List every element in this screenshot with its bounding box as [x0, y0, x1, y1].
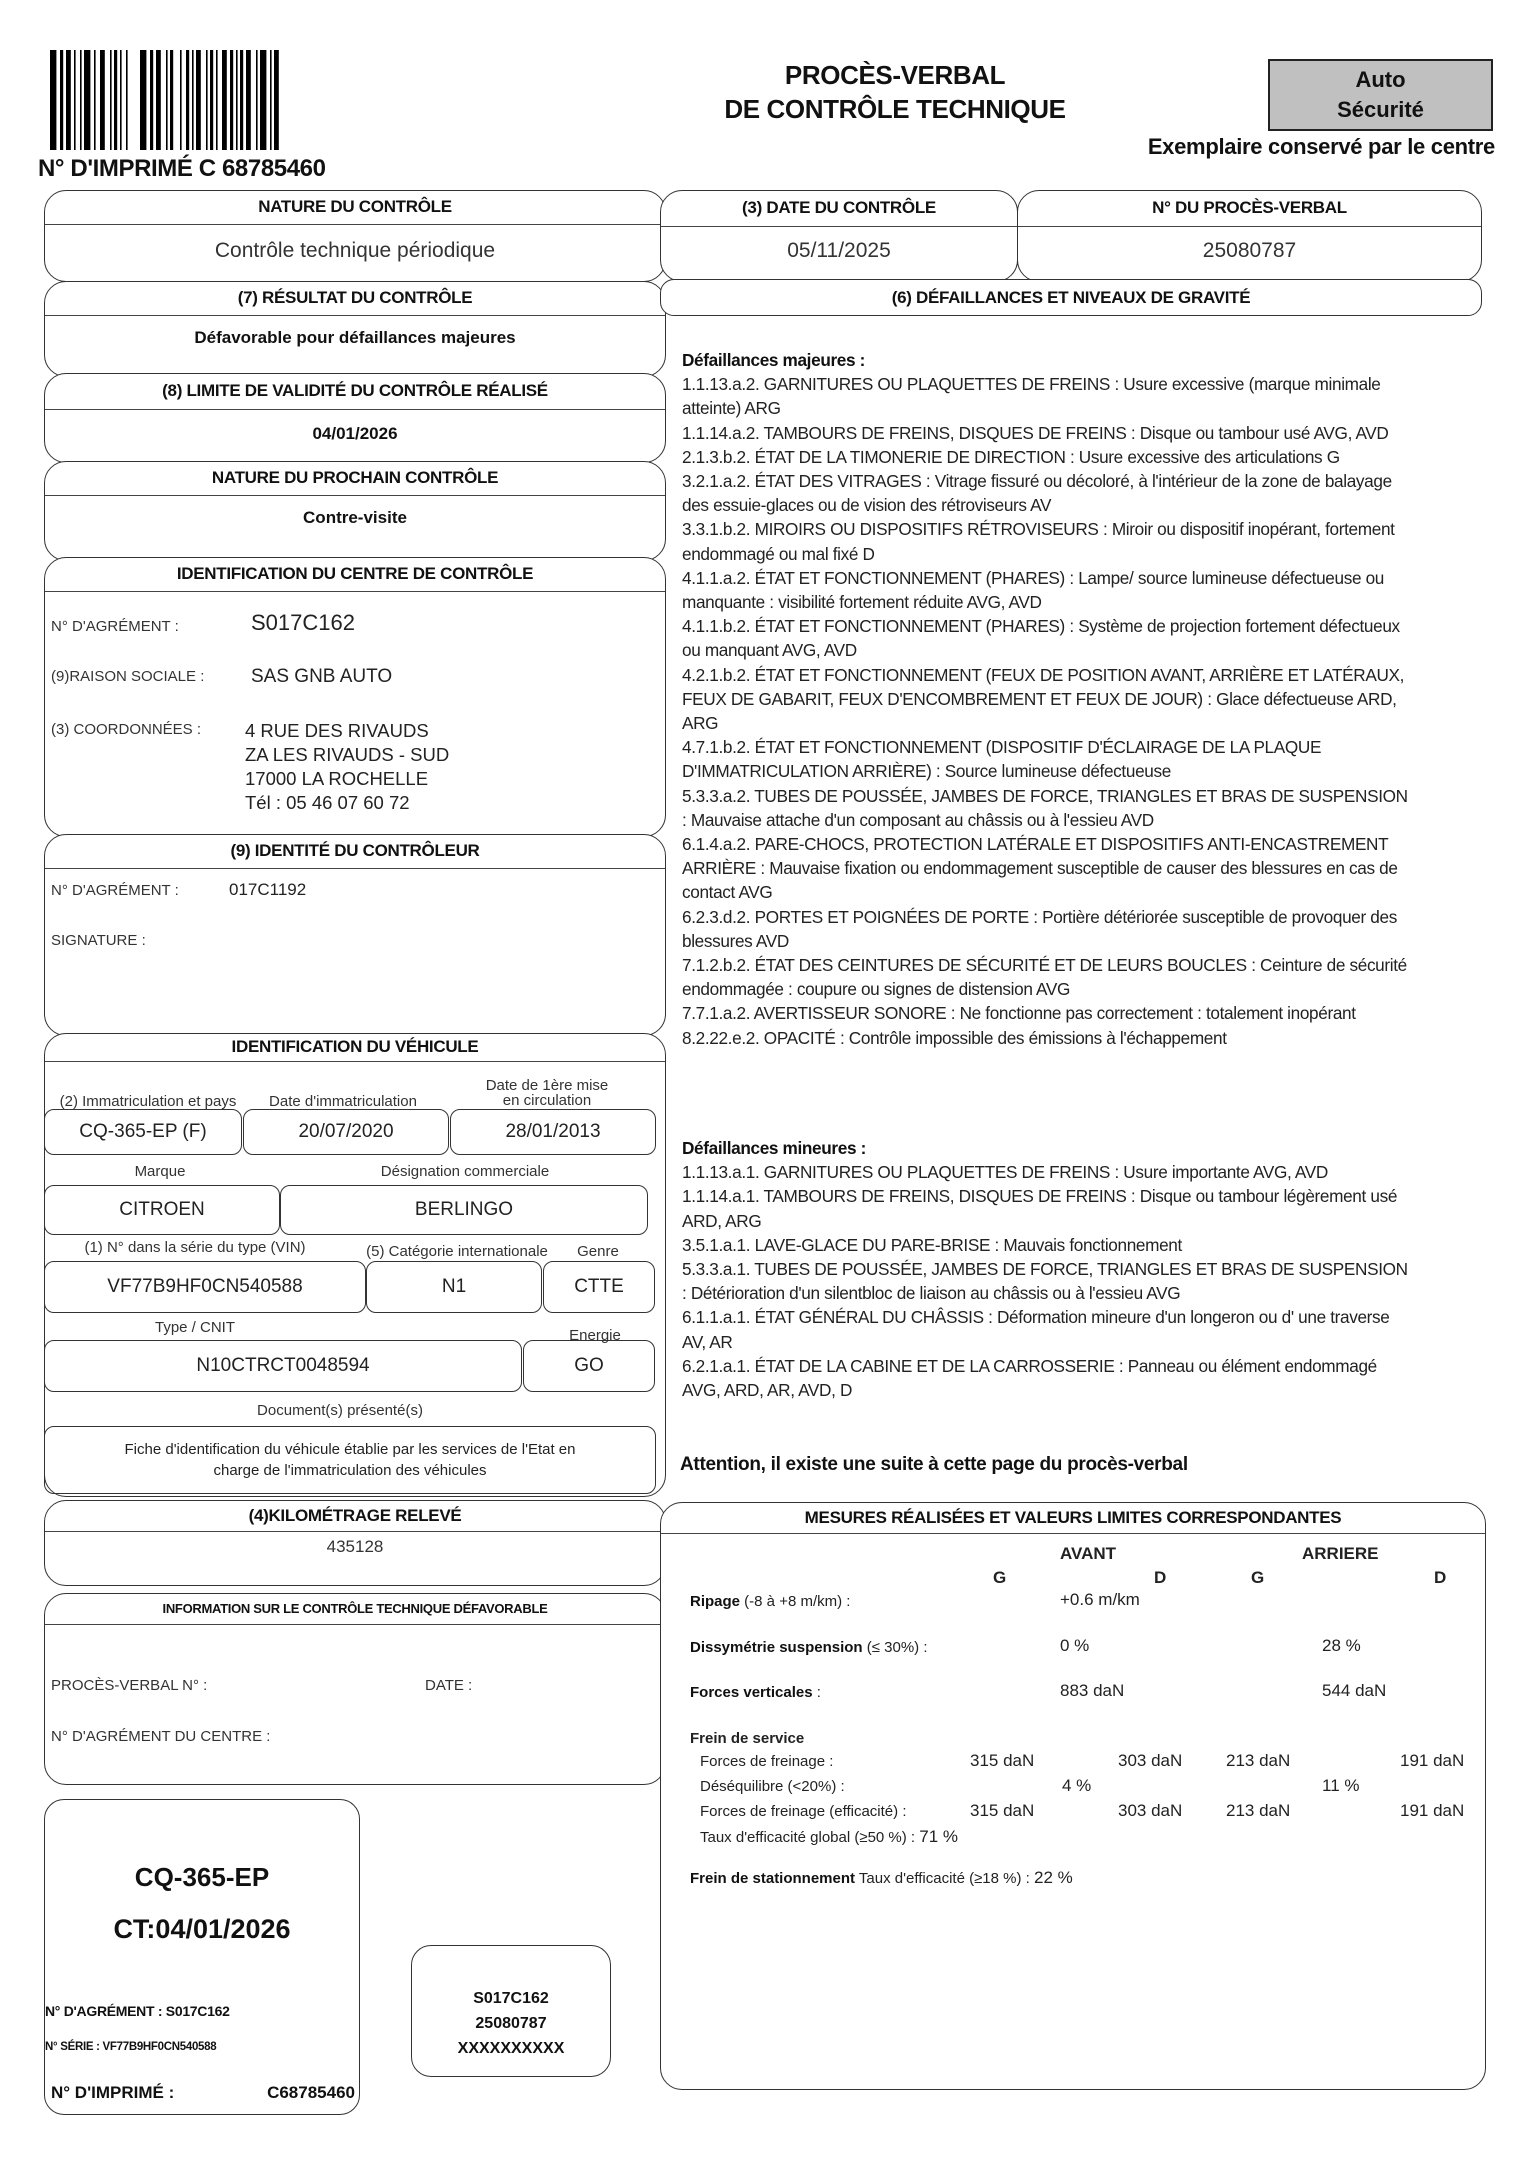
- dissymetrie-limit: (≤ 30%) :: [862, 1639, 928, 1656]
- info-pv-label: PROCÈS-VERBAL N° :: [51, 1677, 208, 1694]
- barcode-bar: [84, 50, 90, 150]
- barcode-bar: [180, 50, 182, 150]
- barcode-bar: [240, 50, 243, 150]
- imprime-number: N° D'IMPRIMÉ C 68785460: [38, 155, 326, 182]
- defect-item: 7.7.1.a.2. AVERTISSEUR SONORE : Ne fonctionne pas correctement : totalement inopérant: [682, 1003, 1356, 1024]
- vehicule-title: IDENTIFICATION DU VÉHICULE: [45, 1034, 665, 1062]
- immat-label: (2) Immatriculation et pays: [59, 1093, 237, 1110]
- forces-freinage-ard: 191 daN: [1400, 1751, 1465, 1770]
- defaillances-mineures-list: [682, 1136, 1412, 1402]
- forces-efficacite-label: Forces de freinage (efficacité) :: [700, 1803, 907, 1820]
- barcode-bar: [166, 50, 168, 150]
- frein-stationnement-value: 22 %: [1034, 1868, 1073, 1887]
- designation-label: Désignation commerciale: [380, 1163, 550, 1180]
- stamp-line-1: S017C162: [473, 1990, 549, 2007]
- genre-label: Genre: [577, 1243, 619, 1260]
- vignette-ct-date: CT:04/01/2026: [113, 1914, 291, 1944]
- ripage-label: [690, 1593, 850, 1610]
- validite-box: [44, 373, 666, 463]
- date-controle-value: 05/11/2025: [787, 239, 891, 262]
- barcode-bar: [210, 50, 213, 150]
- defect-item: 4.2.1.b.2. ÉTAT ET FONCTIONNEMENT (FEUX DE POSITION AVANT, ARRIÈRE ET LATÉRAUX, FEUX DE GABARIT, FEUX D'ENCOMBREMENT ET FEUX DE JOUR) : Glace défectueuse ARD, ARG: [682, 664, 1405, 734]
- barcode-bar: [66, 50, 71, 150]
- defect-item: 6.1.1.a.1. ÉTAT GÉNÉRAL DU CHÂSSIS : Déformation mineure d'un longeron ou d' une traverse AV, AR: [682, 1307, 1390, 1352]
- avant-g-header: G: [993, 1568, 1007, 1587]
- auto-securite-badge: [1268, 59, 1493, 131]
- arriere-d-header: D: [1434, 1568, 1447, 1587]
- barcode-bar: [256, 50, 258, 150]
- dissymetrie-avant: 0 %: [1060, 1636, 1090, 1655]
- barcode-bar: [74, 50, 76, 150]
- first-circulation-label-2: en circulation: [502, 1092, 592, 1109]
- date-controle-box: [660, 190, 1018, 282]
- barcode-bar: [236, 50, 238, 150]
- documents-value: [44, 1426, 656, 1494]
- defect-item: 8.2.22.e.2. OPACITÉ : Contrôle impossible des émissions à l'échappement: [682, 1027, 1227, 1048]
- defect-item: 1.1.14.a.1. TAMBOURS DE FREINS, DISQUES DE FREINS : Disque ou tambour légèrement usé ARD, ARG: [682, 1186, 1398, 1231]
- centre-controle-title: IDENTIFICATION DU CENTRE DE CONTRÔLE: [45, 558, 665, 592]
- resultat-box: [44, 281, 666, 377]
- barcode-bar: [216, 50, 218, 150]
- frein-stationnement-label: Frein de stationnement: [690, 1870, 856, 1887]
- forces-efficacite-ard: 191 daN: [1400, 1801, 1465, 1820]
- vin-value: VF77B9HF0CN540588: [44, 1261, 366, 1313]
- defect-item: 5.3.3.a.2. TUBES DE POUSSÉE, JAMBES DE FORCE, TRIANGLES ET BRAS DE SUSPENSION : Mauvaise attache d'un composant au châssis ou à l'essieu AVD: [682, 785, 1408, 830]
- desequilibre-arriere: 11 %: [1322, 1776, 1360, 1795]
- defect-item: 1.1.13.a.1. GARNITURES OU PLAQUETTES DE FREINS : Usure importante AVG, AVD: [682, 1162, 1328, 1183]
- copy-note: Exemplaire conservé par le centre: [1147, 134, 1495, 159]
- taux-global-label: Taux d'efficacité global (≥50 %) :: [700, 1829, 920, 1846]
- defect-item: 2.1.3.b.2. ÉTAT DE LA TIMONERIE DE DIRECTION : Usure excessive des articulations G: [682, 446, 1340, 467]
- prochain-controle-box: [44, 461, 666, 561]
- badge-line-1: Auto: [1355, 67, 1406, 92]
- majeures-heading: Défaillances majeures :: [682, 350, 866, 370]
- forces-verticales-arriere: 544 daN: [1322, 1681, 1387, 1700]
- address-phone: Tél : 05 46 07 60 72: [245, 792, 410, 813]
- defect-item: 7.1.2.b.2. ÉTAT DES CEINTURES DE SÉCURITÉ ET DE LEURS BOUCLES : Ceinture de sécurité endommagée : coupure ou signes de distension AVG: [682, 955, 1407, 1000]
- avant-header: AVANT: [1060, 1544, 1117, 1563]
- forces-verticales-avant: 883 daN: [1060, 1681, 1125, 1700]
- cnit-value: N10CTRCT0048594: [44, 1340, 522, 1392]
- forces-efficacite-avg: 315 daN: [970, 1801, 1035, 1820]
- first-circulation-label-1: Date de 1ère mise: [485, 1077, 609, 1094]
- barcode-bar: [80, 50, 82, 150]
- document-title: [690, 58, 1100, 126]
- nature-controle-value: Contrôle technique périodique: [214, 239, 496, 262]
- forces-verticales-label: [690, 1684, 821, 1701]
- barcode-bar: [126, 50, 128, 150]
- defect-item: 3.5.1.a.1. LAVE-GLACE DU PARE-BRISE : Mauvais fonctionnement: [682, 1234, 1182, 1255]
- controleur-agrement-label: N° D'AGRÉMENT :: [51, 882, 179, 899]
- kilometrage-title: (4)KILOMÉTRAGE RELEVÉ: [45, 1501, 665, 1532]
- forces-verticales-label-text: Forces verticales: [690, 1684, 813, 1701]
- marque-value: CITROEN: [44, 1185, 280, 1235]
- stamp-line-2: 25080787: [475, 2015, 547, 2032]
- defect-item: 4.7.1.b.2. ÉTAT ET FONCTIONNEMENT (DISPOSITIF D'ÉCLAIRAGE DE LA PLAQUE D'IMMATRICULATION ARRIÈRE) : Source lumineuse défectueuse: [682, 737, 1322, 782]
- cnit-label: Type / CNIT: [154, 1319, 236, 1336]
- info-defavorable-title: INFORMATION SUR LE CONTRÔLE TECHNIQUE DÉFAVORABLE: [45, 1594, 665, 1625]
- barcode-bar: [120, 50, 122, 150]
- barcode-bar: [50, 50, 56, 150]
- vin-label: (1) N° dans la série du type (VIN): [84, 1239, 306, 1256]
- title-line-1: PROCÈS-VERBAL: [784, 60, 1006, 90]
- defect-item: 4.1.1.a.2. ÉTAT ET FONCTIONNEMENT (PHARES) : Lampe/ source lumineuse défectueuse ou manquante : visibilité fortement réduite AVG, AVD: [682, 567, 1385, 613]
- barcode-bar: [206, 50, 208, 150]
- defect-item: 3.2.1.a.2. ÉTAT DES VITRAGES : Vitrage fissuré ou décoloré, à l'intérieur de la zone de balayage des essuie-glaces ou de vision des rétroviseurs AV: [682, 471, 1392, 516]
- barcode-bar: [150, 50, 153, 150]
- designation-value: BERLINGO: [280, 1185, 648, 1235]
- barcode-bar: [100, 50, 105, 150]
- prochain-controle-title: NATURE DU PROCHAIN CONTRÔLE: [45, 462, 665, 496]
- stamp-line-3: XXXXXXXXXX: [457, 2040, 565, 2057]
- defect-item: 6.2.3.d.2. PORTES ET POIGNÉES DE PORTE : Portière détériorée susceptible de provoquer des blessures AVD: [682, 906, 1397, 951]
- controleur-agrement-value: 017C1192: [229, 880, 307, 899]
- vignette-imprime-label: N° D'IMPRIMÉ :: [51, 2083, 175, 2102]
- resultat-title: (7) RÉSULTAT DU CONTRÔLE: [45, 282, 665, 316]
- raison-sociale-value: SAS GNB AUTO: [251, 666, 393, 687]
- barcode-bar: [270, 50, 272, 150]
- avant-d-header: D: [1154, 1568, 1167, 1587]
- ripage-value: +0.6 m/km: [1060, 1590, 1140, 1609]
- barcode-bar: [274, 50, 279, 150]
- defect-item: 4.1.1.b.2. ÉTAT ET FONCTIONNEMENT (PHARES) : Système de projection fortement défectueux ou manquant AVG, AVD: [682, 616, 1400, 661]
- first-circulation-value: 28/01/2013: [450, 1109, 656, 1155]
- centre-controle-box: [44, 557, 666, 837]
- barcode-bar: [110, 50, 112, 150]
- badge-line-2: Sécurité: [1337, 97, 1424, 122]
- mineures-heading: Défaillances mineures :: [682, 1138, 866, 1158]
- barcode-bar: [140, 50, 146, 150]
- genre-value: CTTE: [543, 1261, 655, 1313]
- nature-controle-box: [44, 190, 666, 282]
- documents-value-line-2: charge de l'immatriculation des véhicules: [213, 1462, 487, 1479]
- taux-global: [700, 1827, 958, 1847]
- address-line: ZA LES RIVAUDS - SUD: [245, 744, 450, 765]
- barcode-icon: [50, 50, 360, 150]
- barcode-bar: [196, 50, 201, 150]
- defaillances-title: (6) DÉFAILLANCES ET NIVEAUX DE GRAVITÉ: [891, 288, 1251, 307]
- validite-title: (8) LIMITE DE VALIDITÉ DU CONTRÔLE RÉALISÉ: [45, 374, 665, 410]
- info-defavorable-box: [44, 1593, 666, 1785]
- first-circulation-label: [447, 1078, 647, 1108]
- date-controle-title: (3) DATE DU CONTRÔLE: [661, 191, 1017, 227]
- date-immat-label: Date d'immatriculation: [269, 1093, 417, 1110]
- barcode-bar: [94, 50, 96, 150]
- dissymetrie-arriere: 28 %: [1322, 1636, 1361, 1655]
- resultat-value: Défavorable pour défaillances majeures: [194, 328, 516, 347]
- barcode-bar: [186, 50, 189, 150]
- defect-item: 6.2.1.a.1. ÉTAT DE LA CABINE ET DE LA CARROSSERIE : Panneau ou élément endommagé AVG, ARD, AR, AVD, D: [682, 1355, 1377, 1401]
- forces-freinage-arg: 213 daN: [1226, 1751, 1291, 1770]
- categorie-value: N1: [366, 1261, 542, 1313]
- ripage-label-text: Ripage: [690, 1593, 741, 1610]
- defect-item: 1.1.14.a.2. TAMBOURS DE FREINS, DISQUES DE FREINS : Disque ou tambour usé AVG, AVD: [682, 422, 1389, 443]
- defect-item: 3.3.1.b.2. MIROIRS OU DISPOSITIFS RÉTROVISEURS : Miroir ou dispositif inopérant, fortement endommagé ou mal fixé D: [682, 519, 1395, 564]
- arriere-header: ARRIERE: [1302, 1544, 1379, 1563]
- barcode-bar: [192, 50, 194, 150]
- barcode-bar: [230, 50, 233, 150]
- stamp-box: [411, 1945, 611, 2077]
- date-immat-value: 20/07/2020: [243, 1109, 449, 1155]
- defaillances-majeures-list: [682, 348, 1412, 1050]
- energie-value: GO: [523, 1340, 655, 1392]
- barcode-bar: [170, 50, 173, 150]
- forces-efficacite-avd: 303 daN: [1118, 1801, 1183, 1820]
- forces-verticales-suffix: :: [812, 1684, 821, 1701]
- defect-item: 5.3.3.a.1. TUBES DE POUSSÉE, JAMBES DE FORCE, TRIANGLES ET BRAS DE SUSPENSION : Détérioration d'un silentbloc de liaison au châssis ou à l'essieu AVG: [682, 1259, 1408, 1304]
- vignette-serie: N° SÉRIE : VF77B9HF0CN540588: [45, 2041, 217, 2053]
- vignette-box: [44, 1799, 360, 2115]
- defect-item: 1.1.13.a.2. GARNITURES OU PLAQUETTES DE FREINS : Usure excessive (marque minimale atteinte) ARG: [682, 374, 1381, 419]
- centre-address: [245, 719, 449, 815]
- defaillances-header-box: [660, 279, 1482, 316]
- barcode-bar: [156, 50, 161, 150]
- vignette-imprime-value: C68785460: [267, 2083, 355, 2102]
- vignette-agrement: N° D'AGRÉMENT : S017C162: [45, 2003, 230, 2019]
- info-date-label: DATE :: [425, 1677, 473, 1694]
- arriere-g-header: G: [1251, 1568, 1265, 1587]
- documents-value-line-1: Fiche d'identification du véhicule établie par les services de l'Etat en: [124, 1441, 576, 1458]
- dissymetrie-label-text: Dissymétrie suspension: [690, 1639, 863, 1656]
- frein-stationnement-limit: Taux d'efficacité (≥18 %) :: [855, 1870, 1034, 1887]
- kilometrage-value: 435128: [326, 1537, 384, 1556]
- barcode-bar: [222, 50, 227, 150]
- barcode-bar: [246, 50, 251, 150]
- controleur-box: [44, 834, 666, 1036]
- title-line-2: DE CONTRÔLE TECHNIQUE: [724, 94, 1066, 124]
- taux-global-value: 71 %: [919, 1827, 959, 1846]
- pv-number-box: [1017, 190, 1482, 282]
- centre-agrement-value: S017C162: [251, 610, 355, 635]
- documents-label: Document(s) présenté(s): [257, 1402, 423, 1419]
- prochain-controle-value: Contre-visite: [303, 508, 407, 527]
- nature-controle-title: NATURE DU CONTRÔLE: [45, 191, 665, 225]
- barcode-bar: [60, 50, 63, 150]
- centre-agrement-label: N° D'AGRÉMENT :: [51, 618, 179, 635]
- controleur-title: (9) IDENTITÉ DU CONTRÔLEUR: [45, 835, 665, 869]
- attention-note: Attention, il existe une suite à cette page du procès-verbal: [680, 1454, 1188, 1475]
- marque-label: Marque: [134, 1163, 186, 1180]
- barcode-bar: [114, 50, 117, 150]
- desequilibre-avant: 4 %: [1062, 1776, 1092, 1795]
- coordonnees-label: (3) COORDONNÉES :: [51, 721, 202, 738]
- pv-number-title: N° DU PROCÈS-VERBAL: [1018, 191, 1481, 227]
- forces-freinage-avd: 303 daN: [1118, 1751, 1183, 1770]
- pv-number-value: 25080787: [1202, 239, 1297, 262]
- validite-value: 04/01/2026: [312, 424, 398, 443]
- signature-label: SIGNATURE :: [51, 932, 146, 949]
- barcode-bar: [260, 50, 266, 150]
- ripage-limit: (-8 à +8 m/km) :: [740, 1593, 851, 1610]
- address-line: 4 RUE DES RIVAUDS: [245, 720, 429, 741]
- forces-efficacite-arg: 213 daN: [1226, 1801, 1291, 1820]
- frein-service-label: Frein de service: [690, 1730, 805, 1747]
- mesures-title: MESURES RÉALISÉES ET VALEURS LIMITES CORRESPONDANTES: [661, 1503, 1485, 1534]
- address-line: 17000 LA ROCHELLE: [245, 768, 429, 789]
- raison-sociale-label: (9)RAISON SOCIALE :: [51, 668, 205, 685]
- defect-item: 6.1.4.a.2. PARE-CHOCS, PROTECTION LATÉRALE ET DISPOSITIFS ANTI-ENCASTREMENT ARRIÈRE : Mauvaise fixation ou endommagement susceptible de causer des blessures en cas de contact AVG: [682, 834, 1398, 903]
- categorie-label: (5) Catégorie internationale: [366, 1243, 548, 1260]
- forces-freinage-label: Forces de freinage :: [700, 1753, 834, 1770]
- info-agrement-label: N° D'AGRÉMENT DU CENTRE :: [51, 1728, 271, 1745]
- energie-label: Energie: [569, 1327, 621, 1344]
- forces-freinage-avg: 315 daN: [970, 1751, 1035, 1770]
- vignette-plate: CQ-365-EP: [134, 1862, 270, 1892]
- dissymetrie-label: [690, 1639, 928, 1656]
- signature-field[interactable]: [185, 925, 645, 1015]
- kilometrage-box: [44, 1500, 666, 1586]
- desequilibre-label: Déséquilibre (<20%) :: [700, 1778, 845, 1795]
- immat-value: CQ-365-EP (F): [44, 1109, 242, 1155]
- frein-stationnement: [690, 1868, 1073, 1888]
